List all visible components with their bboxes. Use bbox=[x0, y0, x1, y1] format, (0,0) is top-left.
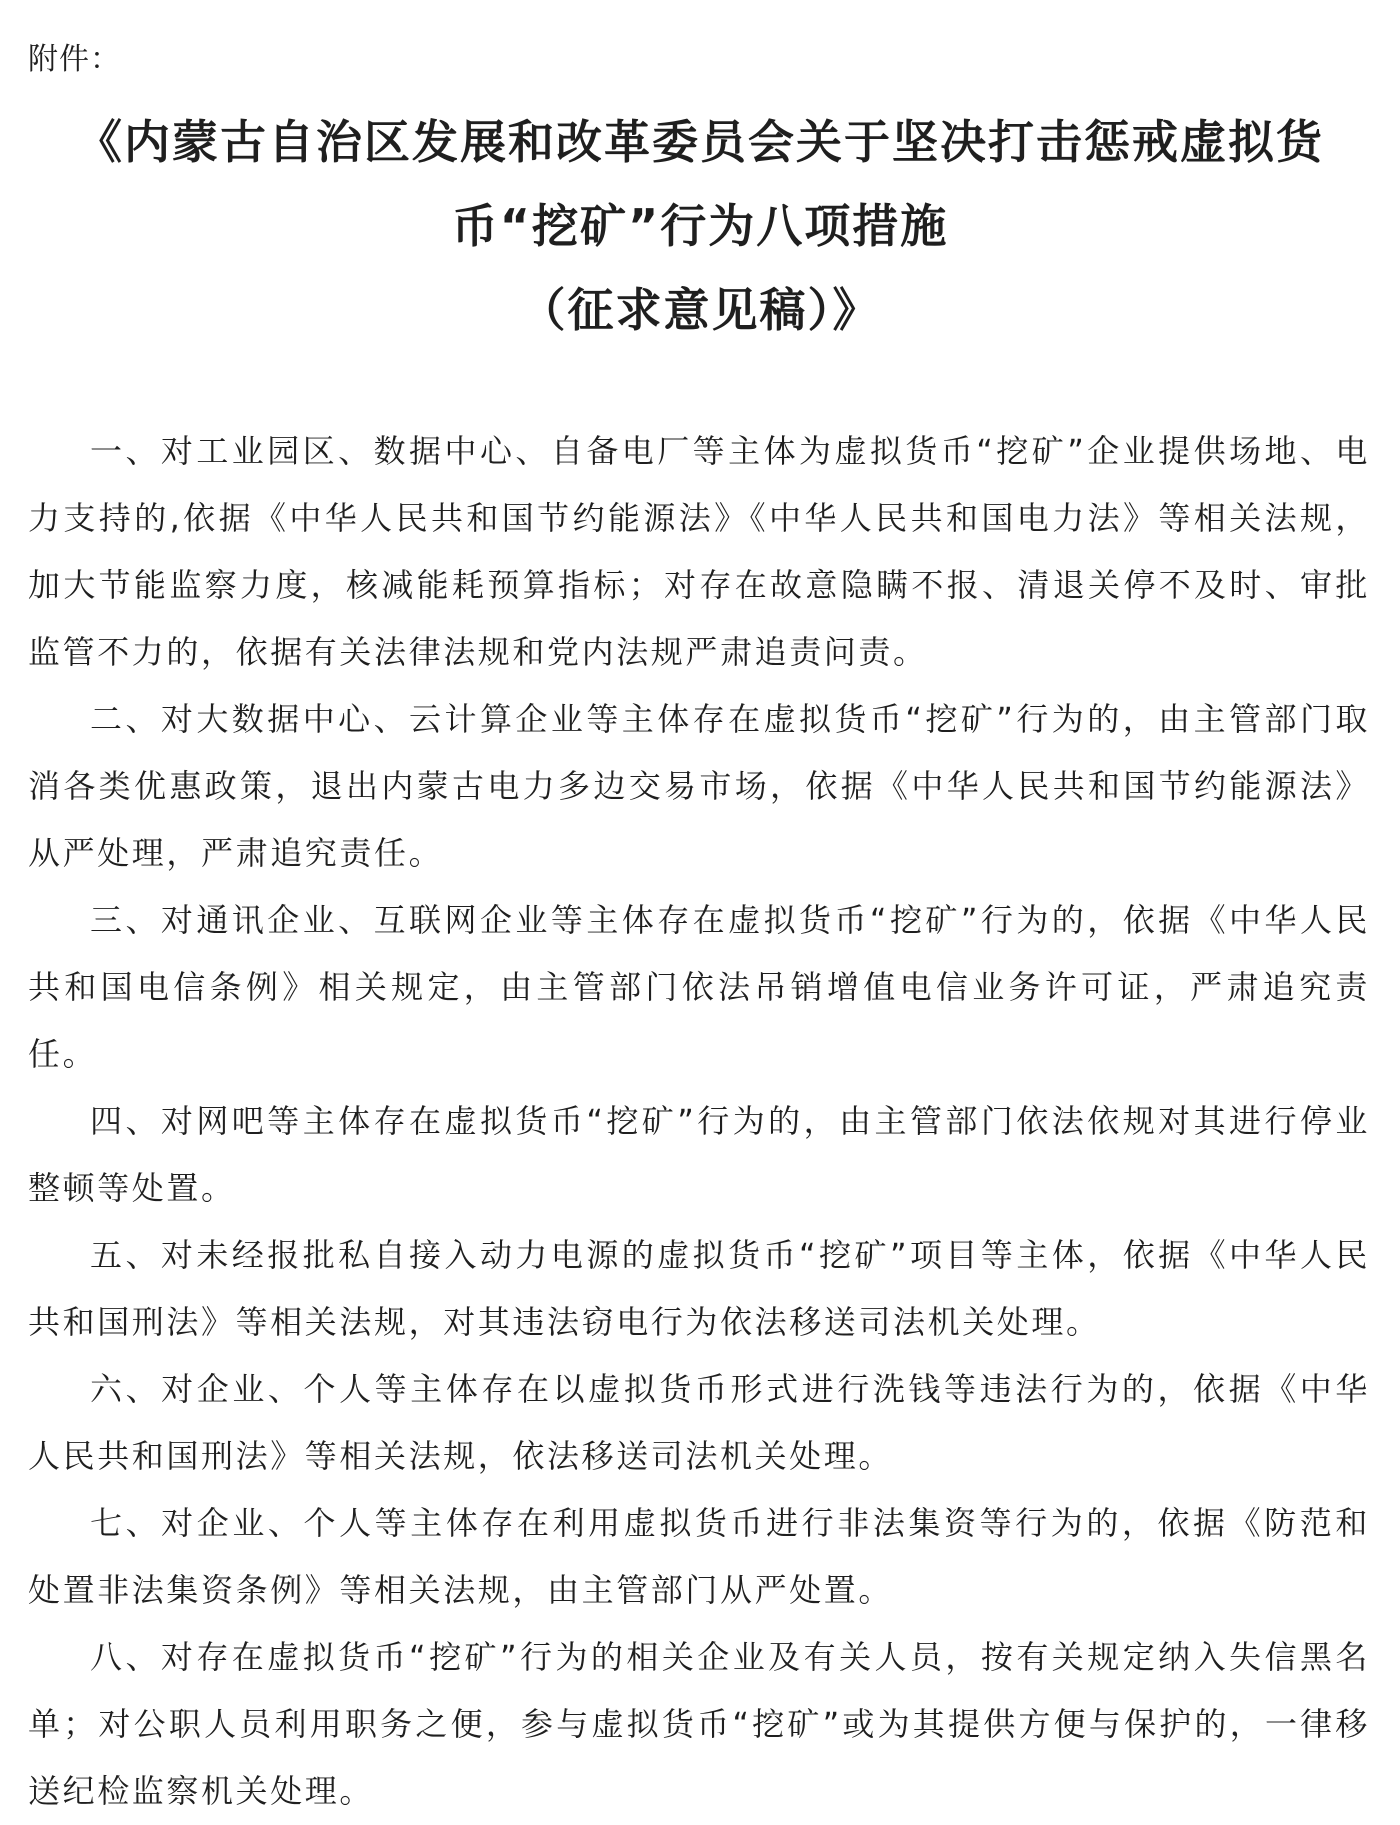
measure-paragraph-3: 三、对通讯企业、互联网企业等主体存在虚拟货币“挖矿”行为的，依据《中华人民共和国电信条例》相关规定，由主管部门依法吊销增值电信业务许可证，严肃追究责任。 bbox=[28, 901, 1370, 1073]
document-title bbox=[40, 100, 1360, 352]
title-line: （征求意见稿）》 bbox=[519, 283, 881, 337]
measure-paragraph-2: 二、对大数据中心、云计算企业等主体存在虚拟货币“挖矿”行为的，由主管部门取消各类优惠政策，退出内蒙古电力多边交易市场，依据《中华人民共和国节约能源法》从严处理，严肃追究责任。 bbox=[28, 700, 1370, 872]
title-line: 《内蒙古自治区发展和改革委员会关于坚决打击惩戒虚拟货 bbox=[76, 115, 1324, 169]
measure-paragraph-8: 八、对存在虚拟货币“挖矿”行为的相关企业及有关人员，按有关规定纳入失信黑名单；对公职人员利用职务之便，参与虚拟货币“挖矿”或为其提供方便与保护的，一律移送纪检监察机关处理。 bbox=[28, 1638, 1370, 1810]
measure-paragraph-1: 一、对工业园区、数据中心、自备电厂等主体为虚拟货币“挖矿”企业提供场地、电力支持的,依据《中华人民共和国节约能源法》《中华人民共和国电力法》等相关法规，加大节能监察力度，核减能耗预算指标；对存在故意隐瞒不报、清退关停不及时、审批监管不力的，依据有关法律法规和党内法规严肃追责问责。 bbox=[28, 432, 1370, 671]
measure-paragraph-7: 七、对企业、个人等主体存在利用虚拟货币进行非法集资等行为的，依据《防范和处置非法集资条例》等相关法规，由主管部门从严处置。 bbox=[28, 1504, 1370, 1609]
measure-paragraph-6: 六、对企业、个人等主体存在以虚拟货币形式进行洗钱等违法行为的，依据《中华人民共和国刑法》等相关法规，依法移送司法机关处理。 bbox=[28, 1370, 1370, 1475]
measure-paragraph-5: 五、对未经报批私自接入动力电源的虚拟货币“挖矿”项目等主体，依据《中华人民共和国刑法》等相关法规，对其违法窃电行为依法移送司法机关处理。 bbox=[28, 1236, 1370, 1341]
attachment-label: 附件： bbox=[28, 42, 121, 77]
title-line: 币“挖矿”行为八项措施 bbox=[451, 199, 949, 253]
document-body bbox=[28, 418, 1370, 1825]
measure-paragraph-4: 四、对网吧等主体存在虚拟货币“挖矿”行为的，由主管部门依法依规对其进行停业整顿等处置。 bbox=[28, 1102, 1370, 1207]
